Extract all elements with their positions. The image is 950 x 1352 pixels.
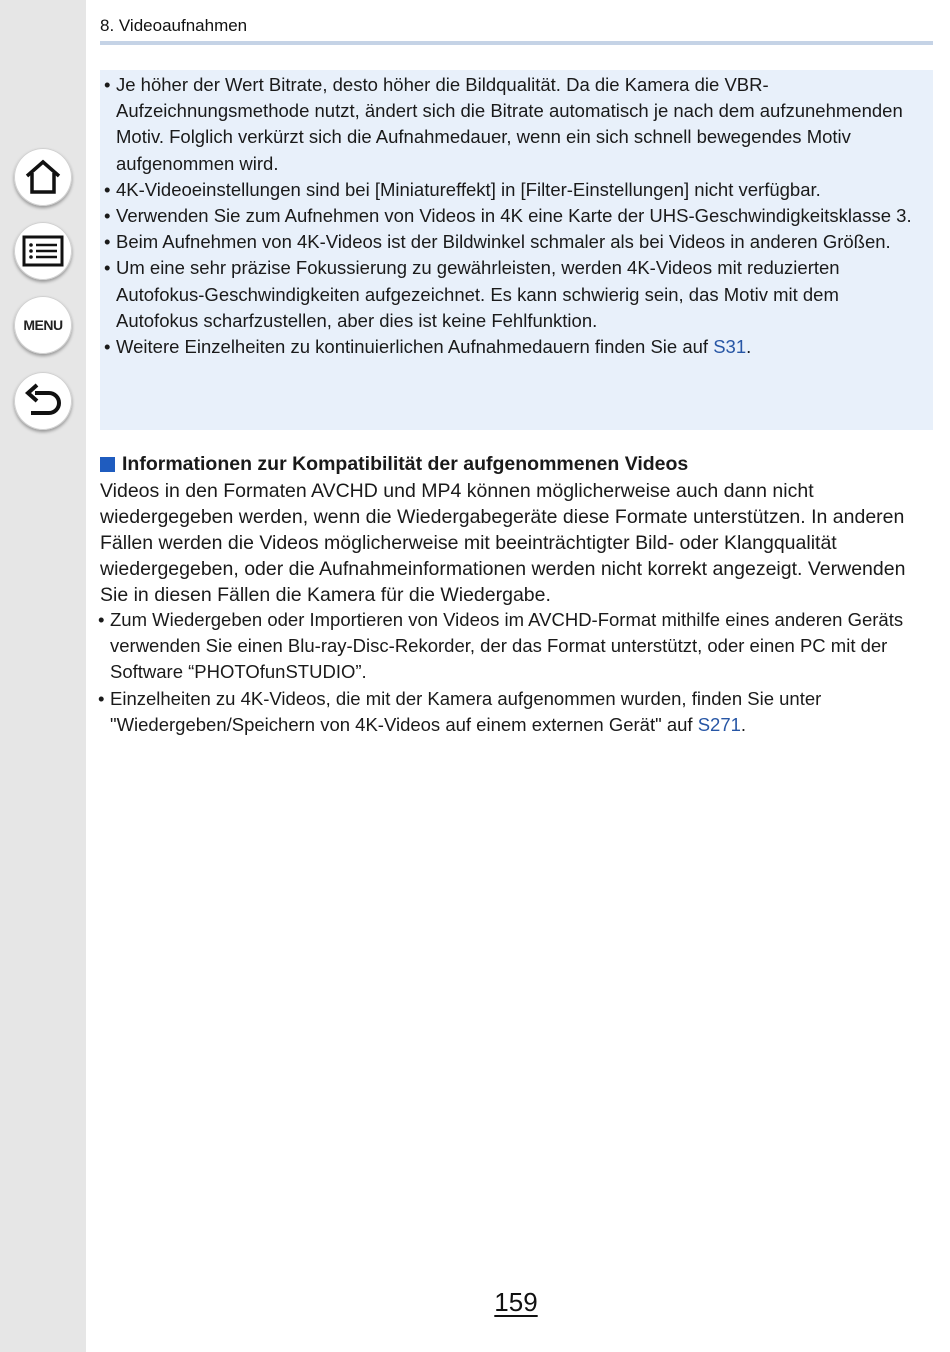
list-item-text: Einzelheiten zu 4K-Videos, die mit der Kamera aufgenommen wurden, finden Sie unter "Wiedergeben/Speichern von 4K-Videos auf einem externen Gerät" auf [110,687,822,735]
back-button[interactable] [14,372,72,430]
sidebar [0,0,86,1352]
back-arrow-icon [23,383,63,419]
page-number-text: 159 [494,1287,538,1317]
menu-button[interactable] [14,296,72,354]
page-link-s31[interactable]: S31 [713,336,747,358]
note-item: • Beim Aufnehmen von 4K-Videos ist der Bildwinkel schmaler als bei Videos in anderen Größen. [104,229,919,255]
contents-button[interactable] [14,222,72,280]
page-number [0,1287,950,1318]
note-item: • Je höher der Wert Bitrate, desto höher die Bildqualität. Da die Kamera die VBR-Aufzeichnungsmethode nutzt, ändert sich die Bitrate automatisch je nach dem aufzunehmenden Motiv. Folglich verkürzt sich die Aufnahmedauer, wenn ein sich schnell bewegendes Motiv aufgenommen wird. [104,72,919,177]
note-suffix: . [746,336,752,358]
menu-label: MENU [23,317,63,333]
note-item [104,334,919,360]
home-button[interactable] [14,148,72,206]
section-paragraph: Videos in den Formaten AVCHD und MP4 können möglicherweise auch dann nicht wiedergegeben werden, wenn die Wiedergabegeräte diese Formate unterstützen. In anderen Fällen werden die Videos möglicherweise mit beeinträchtigter Bild- oder Klangqualität wiedergegeben, oder die Aufnahmeinformationen werden nicht korrekt angezeigt. Verwenden Sie in diesen Fällen die Kamera für die Wiedergabe. [100,480,906,606]
page-link-s271[interactable]: S271 [697,713,741,735]
list-item-suffix: . [740,713,747,735]
notes-box [100,70,933,430]
header-divider [100,41,933,45]
list-icon [22,234,64,268]
list-item: • Zum Wiedergeben oder Importieren von Videos im AVCHD-Format mithilfe eines anderen Geräts verwenden Sie einen Blu-ray-Disc-Rekorder, der das Format unterstützt, oder einen PC mit der Software “PHOTOfunSTUDIO”. [98,607,934,686]
home-icon [23,157,63,197]
chapter-title: 8. Videoaufnahmen [100,16,248,35]
note-item: • Verwenden Sie zum Aufnehmen von Videos in 4K eine Karte der UHS-Geschwindigkeitsklasse 3. [104,203,919,229]
note-item: • Um eine sehr präzise Fokussierung zu gewährleisten, werden 4K-Videos mit reduzierten Autofokus-Geschwindigkeiten aufgezeichnet. Es kann schwierig sein, das Motiv mit dem Autofokus scharfzustellen, aber dies ist keine Fehlfunktion. [104,255,919,334]
section-list [98,607,934,738]
notes-list [104,72,919,360]
section-heading [100,453,688,476]
square-bullet-icon [100,457,115,472]
note-item: • 4K-Videoeinstellungen sind bei [Miniatureffekt] in [Filter-Einstellungen] nicht verfügbar. [104,177,919,203]
section-heading-text: Informationen zur Kompatibilität der aufgenommenen Videos [122,453,689,475]
note-text: Weitere Einzelheiten zu kontinuierlichen Aufnahmedauern finden Sie auf [116,336,714,358]
list-item [98,686,934,738]
